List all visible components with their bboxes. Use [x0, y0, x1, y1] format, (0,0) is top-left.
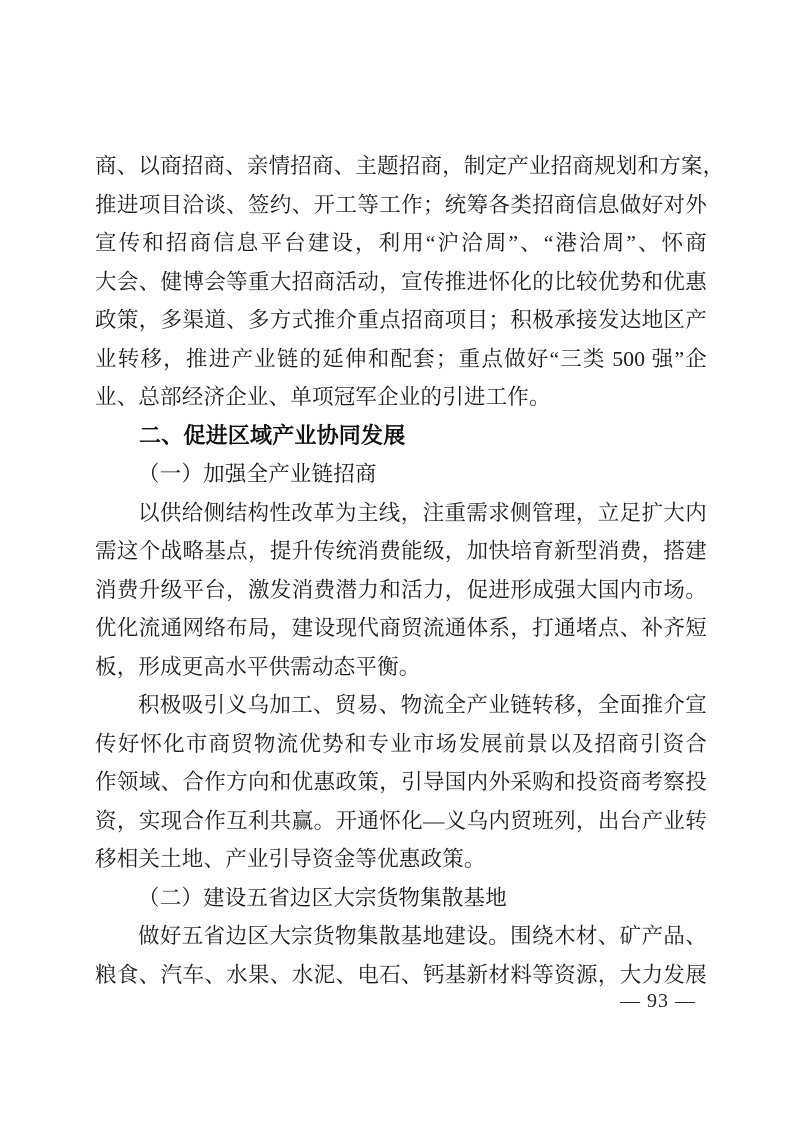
text-line: 需这个战略基点，提升传统消费能级，加快培育新型消费，搭建	[95, 539, 707, 563]
paragraph	[95, 917, 707, 994]
subsection-heading	[95, 455, 707, 494]
text-line: 以供给侧结构性改革为主线，注重需求侧管理，立足扩大内	[138, 500, 707, 525]
paragraph	[95, 686, 707, 879]
text-line: 商、以商招商、亲情招商、主题招商，制定产业招商规划和方案，	[95, 154, 725, 178]
subsection-heading	[95, 879, 707, 918]
text-line: 粮食、汽车、水果、水泥、电石、钙基新材料等资源，大力发展	[95, 962, 707, 987]
text-line: 宣传和招商信息平台建设，利用“沪洽周”、“港洽周”、怀商	[95, 231, 707, 255]
text-line: 业、总部经济企业、单项冠军企业的引进工作。	[95, 385, 551, 409]
paragraph	[95, 147, 725, 417]
text-line: 作领域、合作方向和优惠政策，引导国内外采购和投资商考察投	[95, 770, 707, 794]
text-line: 推进项目洽谈、签约、开工等工作；统筹各类招商信息做好对外	[95, 192, 707, 217]
text-line: 做好五省边区大宗货物集散基地建设。围绕木材、矿产品、	[138, 924, 707, 948]
page-number: — 93 —	[620, 990, 696, 1012]
text-line: 优化流通网络布局，建设现代商贸流通体系，打通堵点、补齐短	[95, 616, 707, 640]
text-line: 传好怀化市商贸物流优势和专业市场发展前景以及招商引资合	[95, 731, 707, 756]
text-line: 消费升级平台，激发消费潜力和活力，促进形成强大国内市场。	[95, 577, 707, 602]
text-line: 资，实现合作互利共赢。开通怀化—义乌内贸班列，出台产业转	[95, 808, 707, 833]
text-line: 政策，多渠道、多方式推介重点招商项目；积极承接发达地区产	[95, 308, 707, 332]
text-line: （二）建设五省边区大宗货物集散基地	[138, 885, 507, 910]
paragraph	[95, 494, 707, 687]
text-line: （一）加强全产业链招商	[138, 462, 377, 486]
text-line: 大会、健博会等重大招商活动，宣传推进怀化的比较优势和优惠	[95, 269, 707, 294]
text-line: 积极吸引义乌加工、贸易、物流全产业链转移，全面推介宣	[138, 693, 707, 717]
text-line: 板，形成更高水平供需动态平衡。	[95, 654, 421, 679]
document-body	[95, 147, 725, 994]
text-line: 移相关土地、产业引导资金等优惠政策。	[95, 847, 486, 871]
section-heading	[95, 417, 707, 456]
text-line: 二、促进区域产业协同发展	[139, 422, 406, 448]
text-line: 业转移，推进产业链的延伸和配套；重点做好“三类 500 强”企	[95, 346, 707, 371]
